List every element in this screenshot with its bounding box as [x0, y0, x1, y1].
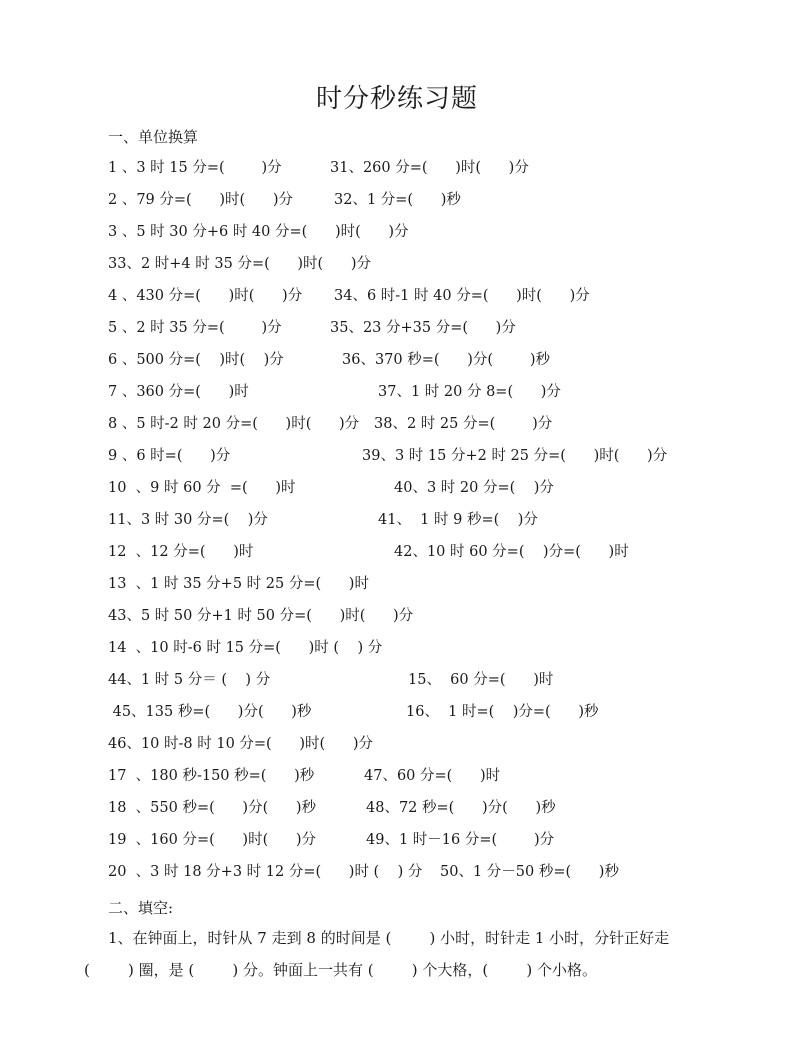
exercise-item: 35、23 分+35 分=( )分 [330, 320, 516, 336]
exercise-item: 33、2 时+4 时 35 分=( )时( )分 [108, 256, 372, 272]
exercise-item: 44、1 时 5 分＝ ( ) 分 [108, 672, 271, 688]
exercise-item: 20 、3 时 18 分+3 时 12 分=( )时 ( ) 分 [108, 864, 423, 880]
exercise-item: 15、 60 分=( )时 [408, 672, 554, 688]
exercise-item: 3 、5 时 30 分+6 时 40 分=( )时( )分 [108, 224, 409, 240]
exercise-item: 41、 1 时 9 秒=( )分 [378, 512, 538, 528]
exercise-item: 9 、6 时=( )分 [108, 448, 231, 464]
exercise-item: 45、135 秒=( )分( )秒 [108, 704, 312, 720]
exercise-item: 10 、9 时 60 分 =( )时 [108, 480, 296, 496]
exercise-item: 47、60 分=( )时 [364, 768, 501, 784]
exercise-item: 40、3 时 20 分=( )分 [394, 480, 554, 496]
exercise-item: 13 、1 时 35 分+5 时 25 分=( )时 [108, 576, 369, 592]
exercise-item: 32、1 分=( )秒 [334, 192, 461, 208]
exercise-item: 42、10 时 60 分=( )分=( )时 [394, 544, 629, 560]
exercise-item: 18 、550 秒=( )分( )秒 [108, 800, 317, 816]
exercise-item: 2 、79 分=( )时( )分 [108, 192, 293, 208]
exercise-item: 17 、180 秒-150 秒=( )秒 [108, 768, 315, 784]
fill-question-line-2: ( ) 圈，是 ( ) 分。钟面上一共有 ( ) 个大格，( ) 个小格。 [84, 961, 598, 979]
page-title: 时分秒练习题 [315, 84, 478, 114]
exercise-item: 1 、3 时 15 分=( )分 [108, 160, 282, 176]
exercise-item: 7 、360 分=( )时 [108, 384, 249, 400]
exercise-item: 36、370 秒=( )分( )秒 [342, 352, 551, 368]
exercise-item: 14 、10 时-6 时 15 分=( )时 ( ) 分 [108, 640, 383, 656]
exercise-item: 12 、12 分=( )时 [108, 544, 254, 560]
exercise-item: 46、10 时-8 时 10 分=( )时( )分 [108, 736, 373, 752]
exercise-item: 34、6 时-1 时 40 分=( )时( )分 [334, 288, 590, 304]
section-heading-fill-blank: 二、填空: [108, 899, 174, 917]
exercise-item: 5 、2 时 35 分=( )分 [108, 320, 282, 336]
exercise-item: 48、72 秒=( )分( )秒 [366, 800, 556, 816]
exercise-item: 4 、430 分=( )时( )分 [108, 288, 303, 304]
exercise-item: 11、3 时 30 分=( )分 [108, 512, 268, 528]
exercise-item: 49、1 时－16 分=( )分 [366, 832, 555, 848]
exercise-item: 37、1 时 20 分 8=( )分 [378, 384, 561, 400]
fill-question-line-1: 1、在钟面上，时针从 7 走到 8 的时间是 ( ) 小时，时针走 1 小时，分针正好走 [108, 929, 670, 947]
exercise-item: 31、260 分=( )时( )分 [330, 160, 529, 176]
exercise-item: 19 、160 分=( )时( )分 [108, 832, 317, 848]
exercise-item: 38、2 时 25 分=( )分 [374, 416, 553, 432]
section-heading-unit-conversion: 一、单位换算 [108, 128, 199, 146]
exercise-item: 8 、5 时-2 时 20 分=( )时( )分 [108, 416, 360, 432]
exercise-item: 50、1 分－50 秒=( )秒 [440, 864, 619, 880]
exercise-item: 39、3 时 15 分+2 时 25 分=( )时( )分 [362, 448, 668, 464]
exercise-item: 16、 1 时=( )分=( )秒 [406, 704, 599, 720]
exercise-item: 6 、500 分=( )时( )分 [108, 352, 284, 368]
exercise-item: 43、5 时 50 分+1 时 50 分=( )时( )分 [108, 608, 414, 624]
